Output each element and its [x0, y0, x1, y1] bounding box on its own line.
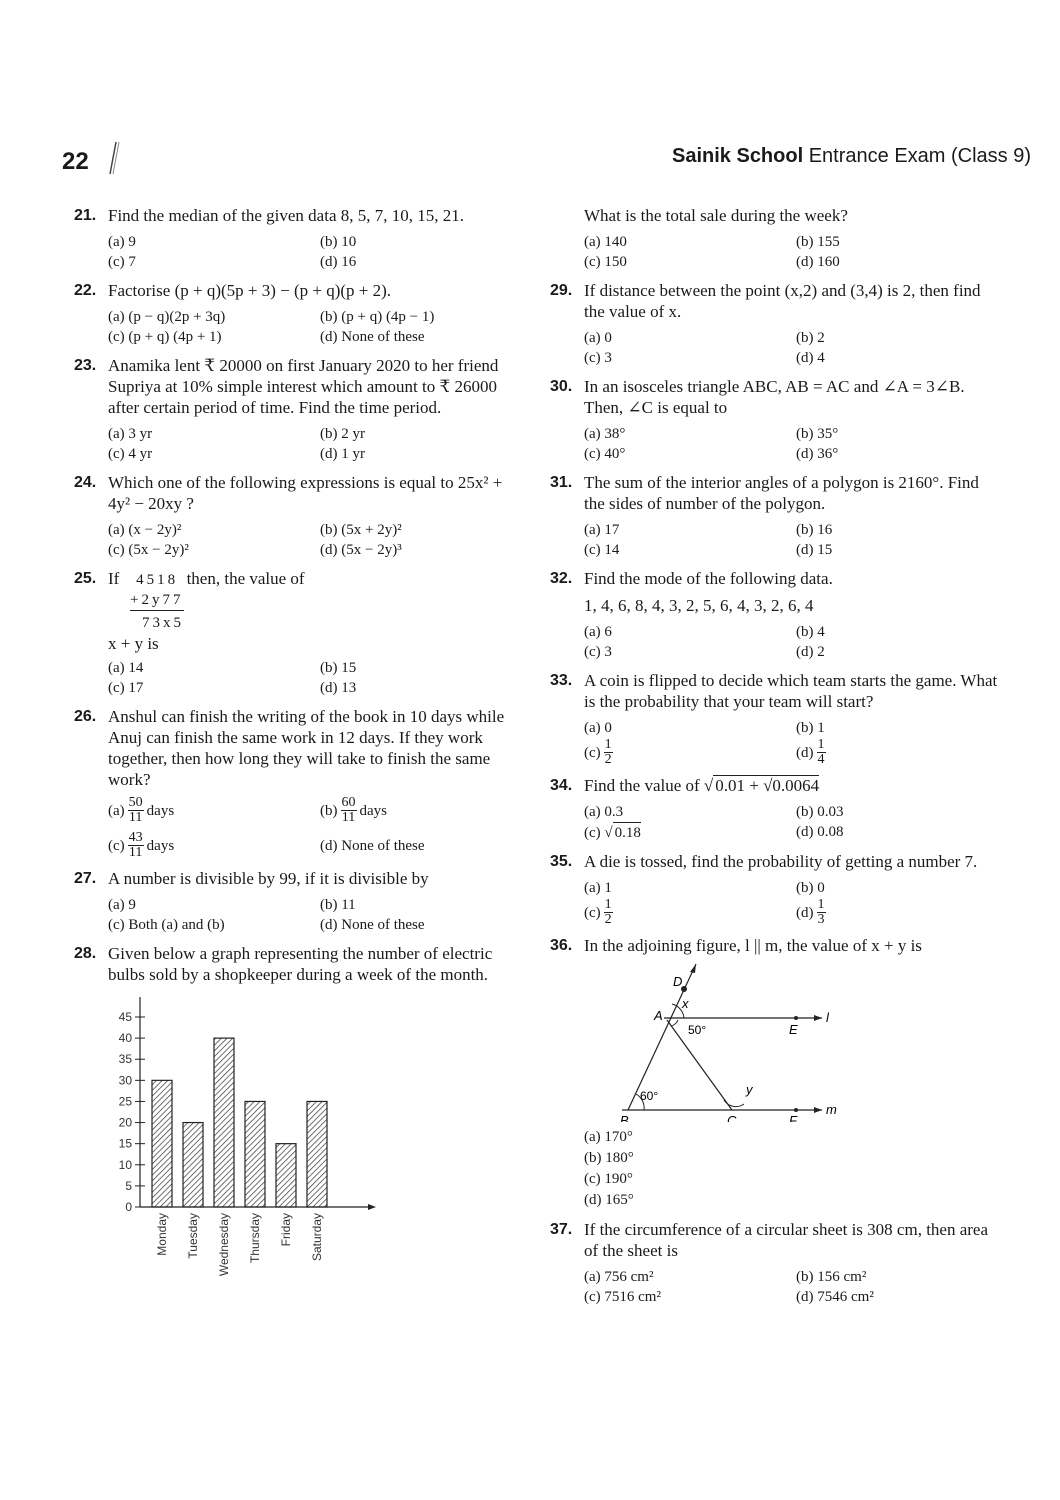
right-column [550, 205, 1000, 1315]
options-24: (a) (x − 2y)² (b) (5x + 2y)² (c) (5x − 2y)² (d) (5x − 2y)³ [108, 522, 402, 558]
question-36: 36. In the adjoining figure, l || m, the value of x + y is [550, 936, 922, 955]
angle-y-arc [724, 1100, 744, 1107]
options-31: (a) 17 (b) 16 (c) 14 (d) 15 [584, 522, 833, 558]
label-m: m [826, 1102, 837, 1117]
question-29: 29. If distance between the point (x,2) and (3,4) is 2, then find the value of x. [550, 281, 981, 321]
options-29: (a) 0 (b) 2 (c) 3 (d) 4 [584, 330, 825, 366]
label-F: F [789, 1113, 797, 1122]
question-21: 21. Find the median of the given data 8, 5, 7, 10, 15, 21. [74, 206, 464, 225]
options-37: (a) 756 cm² (b) 156 cm² (c) 7516 cm² (d) 7546 cm² [584, 1269, 874, 1305]
options-26: (a) $\frac{50}{11}$ days (b) $\frac{60}{11}$ days (c) $\frac{43}{11}$ days (d) None of these [108, 795, 425, 860]
x-tick-label: Wednesday [217, 1213, 231, 1277]
question-35: 35. A die is tossed, find the probability of getting a number 7. [550, 852, 978, 871]
x-tick-label: Saturday [310, 1213, 324, 1262]
bar-monday [152, 1080, 172, 1207]
parallel-lines-figure [584, 962, 844, 1122]
question-30: 30. In an isosceles triangle ABC, AB = AC and ∠A = 3∠B. Then, ∠C is equal to [550, 377, 965, 417]
options-35: (a) 1 (b) 0 (c) $\frac{1}{2}$ (d) $\frac{1}{3}$ [584, 880, 825, 927]
options-23: (a) 3 yr (b) 2 yr (c) 4 yr (d) 1 yr [108, 426, 365, 462]
question-33: 33. A coin is flipped to decide which team starts the game. What is the probability that your team will start? [550, 671, 998, 711]
y-tick-label: 5 [125, 1178, 132, 1193]
options-34: (a) 0.3 (b) 0.03 (c) √ 0.18 (d) 0.08 [584, 804, 844, 841]
question-37: 37. If the circumference of a circular sheet is 308 cm, then area of the sheet is [550, 1220, 989, 1260]
option-c: (c) 7 [108, 254, 136, 270]
options-33: (a) 0 (b) 1 (c) $\frac{1}{2}$ (d) $\frac{1}{4}$ [584, 720, 825, 767]
label-angle-60: 60° [640, 1089, 659, 1103]
question-28-continued: What is the total sale during the week? [584, 206, 848, 225]
bar-thursday [245, 1101, 265, 1207]
y-tick-label: 45 [118, 1010, 132, 1024]
y-tick-label: 10 [118, 1157, 132, 1172]
options-22: (a) (p − q)(2p + 3q) (b) (p + q) (4p − 1) (c) (p + q) (4p + 1) (d) None of these [108, 309, 435, 345]
label-E: E [789, 1022, 798, 1037]
y-tick-label: 20 [118, 1115, 132, 1130]
options-28: (a) 140 (b) 155 (c) 150 (d) 160 [584, 234, 840, 270]
bulb-sales-bar-chart [100, 995, 400, 1295]
transversal-BD [628, 964, 696, 1110]
label-C: C [727, 1113, 737, 1122]
left-column [74, 205, 524, 1300]
angle-50-arc [671, 1020, 678, 1026]
x-axis-arrow [368, 1204, 376, 1210]
x-tick-label: Friday [279, 1213, 293, 1247]
question-28: 28. Given below a graph representing the number of electric bulbs sold by a shopkeeper during a week of the month. [74, 944, 493, 984]
options-36: (a) 170° (b) 180° (c) 190° (d) 165° [584, 1129, 634, 1208]
bar-tuesday [183, 1123, 203, 1207]
x-tick-label: Monday [155, 1213, 169, 1256]
y-tick-label: 15 [118, 1136, 132, 1151]
bar-wednesday [214, 1038, 234, 1207]
options-25: (a) 14 (b) 15 (c) 17 (d) 13 [108, 660, 357, 696]
page-separator-slash [104, 140, 120, 176]
options-32: (a) 6 (b) 4 (c) 3 (d) 2 [584, 624, 825, 660]
mode-data: 1, 4, 6, 8, 4, 3, 2, 5, 6, 4, 3, 2, 6, 4 [584, 596, 814, 615]
bar-friday [276, 1144, 296, 1207]
question-31: 31. The sum of the interior angles of a polygon is 2160°. Find the sides of number of the polygon. [550, 473, 979, 513]
y-tick-label: 30 [118, 1073, 132, 1088]
page-number: 22 [62, 148, 89, 175]
question-34: 34. Find the value of √ 0.01 + √0.0064 [550, 776, 820, 795]
y-tick-label: 0 [125, 1200, 132, 1214]
option-d: (d) 16 [320, 254, 357, 270]
options-27: (a) 9 (b) 11 (c) Both (a) and (b) (d) None of these [108, 897, 425, 933]
label-A: A [654, 1008, 663, 1023]
point-F [794, 1108, 798, 1112]
question-32: 32. Find the mode of the following data. [550, 569, 833, 588]
label-l: l [826, 1010, 829, 1025]
addition-sum: +2y77 73x5 [130, 592, 184, 631]
option-a: (a) 9 [108, 234, 136, 250]
label-angle-50: 50° [688, 1023, 707, 1037]
question-24: 24. Which one of the following expressions is equal to 25x² + 4y² − 20xy ? [74, 473, 503, 513]
option-b: (b) 10 [320, 234, 357, 250]
options-21 [108, 232, 524, 272]
question-25: 25. If 4518 then, the value of [74, 569, 305, 588]
label-x: x [682, 996, 689, 1011]
label-B: B [620, 1113, 629, 1122]
x-tick-label: Tuesday [186, 1213, 200, 1259]
book-title: Sainik School Entrance Exam (Class 9) [672, 145, 1032, 167]
question-26: 26. Anshul can finish the writing of the book in 10 days while Anuj can finish the same work in 12 days. If they work together, then how long they will take to finish the same work? [74, 707, 505, 789]
y-tick-label: 35 [118, 1052, 132, 1067]
label-D: D [673, 974, 683, 989]
question-22: 22. Factorise (p + q)(5p + 3) − (p + q)(p + 2). [74, 281, 392, 300]
point-E [794, 1016, 798, 1020]
bar-saturday [307, 1101, 327, 1207]
question-27: 27. A number is divisible by 99, if it is divisible by [74, 869, 429, 888]
options-30: (a) 38° (b) 35° (c) 40° (d) 36° [584, 426, 839, 462]
question-23: 23. Anamika lent ₹ 20000 on first January 2020 to her friend Supriya at 10% simple interest which amount to ₹ 26000 after certain period of time. Find the time period. [74, 356, 499, 417]
x-tick-label: Thursday [248, 1213, 262, 1264]
y-tick-label: 25 [118, 1094, 132, 1109]
y-tick-label: 40 [118, 1031, 132, 1046]
question-25-tail: x + y is [108, 634, 159, 653]
label-y: y [746, 1082, 753, 1097]
